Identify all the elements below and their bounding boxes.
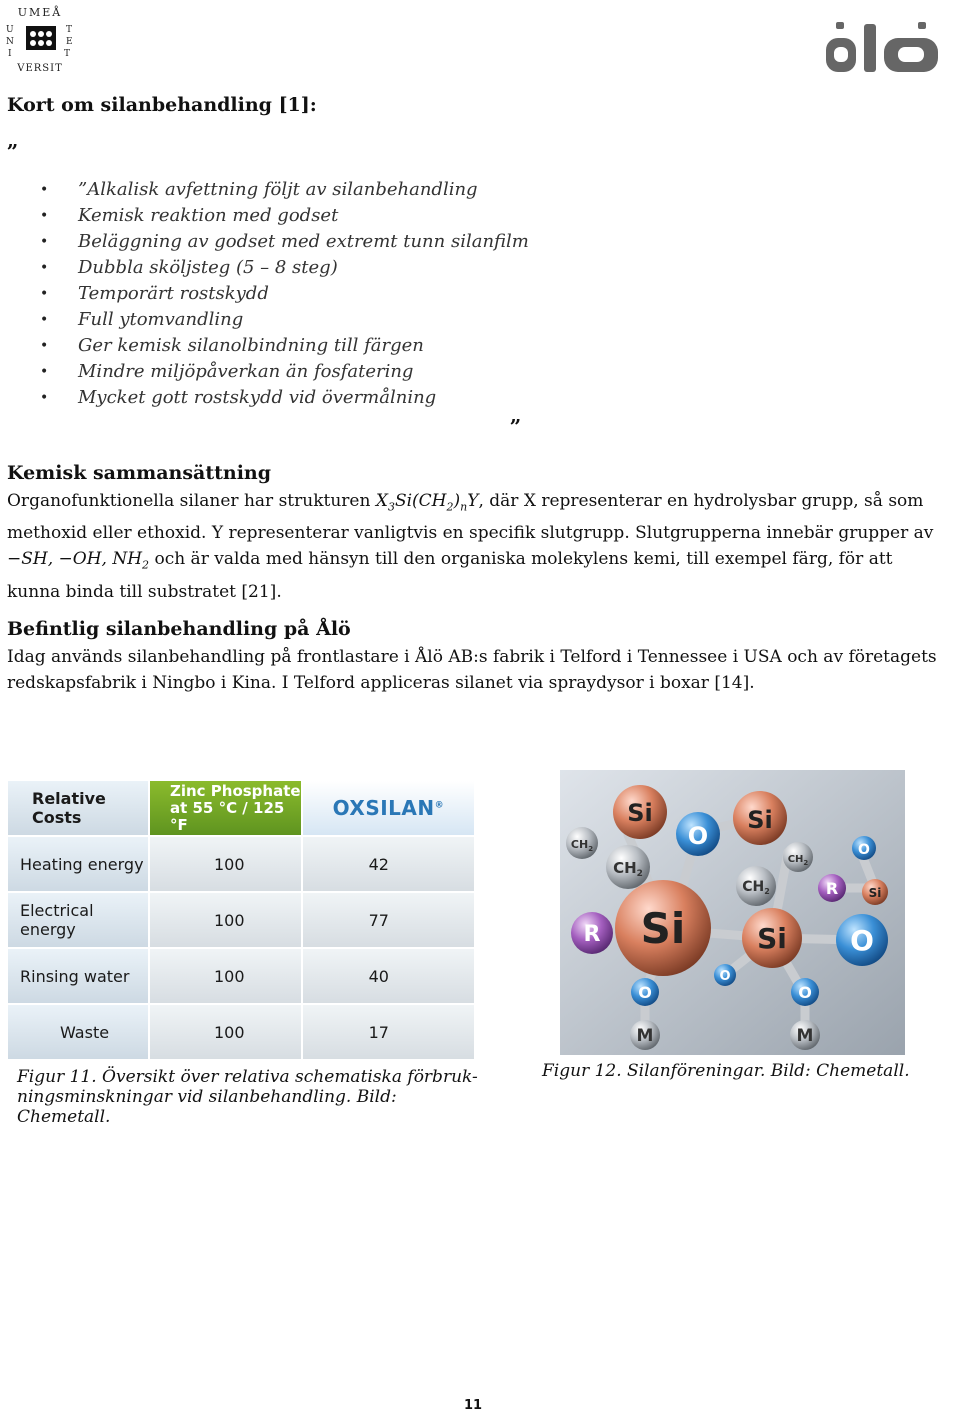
svg-text:UMEÅ: UMEÅ <box>17 6 63 19</box>
zinc-value: 100 <box>149 836 302 892</box>
list-item: • ”Alkalisk avfettning följt av silanbehandling <box>40 177 529 203</box>
molecule-label-m: M <box>796 1026 814 1046</box>
molecule-label-o: O <box>638 983 652 1002</box>
section-title-befintlig-silanbehandling: Befintlig silanbehandling på Ålö <box>7 618 351 640</box>
relative-costs-table <box>6 779 476 1061</box>
bullet-icon: • <box>40 364 49 380</box>
zinc-value: 100 <box>149 948 302 1004</box>
section-title-kemisk-sammansattning: Kemisk sammansättning <box>7 462 272 484</box>
molecule-label-si: Si <box>757 922 787 955</box>
molecule-label-o: O <box>858 842 870 858</box>
section-title-silanbehandling: Kort om silanbehandling [1]: <box>7 94 317 116</box>
paragraph-befintlig-silanbehandling: Idag används silanbehandling på frontlastare i Ålö AB:s fabrik i Telford i Tennessee i USA och av företagets redskapsfabrik i Ningbo i Kina. I Telford appliceras silanet via spraydysor i boxar [14]. <box>7 647 937 693</box>
molecule-label-o: O <box>798 983 812 1002</box>
list-item: • Beläggning av godset med extremt tunn silanfilm <box>40 229 529 255</box>
bullet-icon: • <box>40 182 49 198</box>
list-item: • Kemisk reaktion med godset <box>40 203 529 229</box>
bullet-list <box>40 177 529 411</box>
molecule-label-ch2: $CH_2$ <box>570 838 594 853</box>
formula-end-groups: −SH, −OH, $NH_2$ <box>7 549 150 572</box>
table-header-row <box>7 780 475 836</box>
molecule-label-si: Si <box>627 799 653 827</box>
molecule-label-r: R <box>583 922 601 947</box>
svg-text:U: U <box>6 25 14 35</box>
list-item: • Ger kemisk silanolbindning till färgen <box>40 333 529 359</box>
table-row <box>7 1004 475 1060</box>
umea-university-logo <box>2 2 78 74</box>
svg-text:N: N <box>6 37 14 47</box>
molecule-label-si: Si <box>747 806 773 834</box>
figure-11-caption: Figur 11. Översikt över relativa schematiska förbruk- ningsminskningar vid silanbehandling. Bild: Chemetall. <box>17 1067 478 1127</box>
header-oxsilan: OXSILAN® <box>302 780 475 836</box>
table-row <box>7 836 475 892</box>
oxsilan-value: 40 <box>302 948 475 1004</box>
opening-quote-mark: „ <box>7 128 19 152</box>
row-label: Electrical energy <box>7 892 149 948</box>
bullet-icon: • <box>40 338 49 354</box>
bullet-icon: • <box>40 234 49 250</box>
bullet-icon: • <box>40 286 49 302</box>
svg-text:I: I <box>8 49 12 59</box>
alo-logo <box>824 20 942 74</box>
molecule-label-m: M <box>636 1026 654 1046</box>
oxsilan-value: 77 <box>302 892 475 948</box>
svg-text:VERSIT: VERSIT <box>17 63 63 74</box>
list-item: • Mindre miljöpåverkan än fosfatering <box>40 359 529 385</box>
silane-molecule-illustration <box>560 770 944 1090</box>
page-number: 11 <box>464 1398 483 1413</box>
bullet-icon: • <box>40 260 49 276</box>
svg-text:T: T <box>66 25 73 35</box>
list-item: • Temporärt rostskydd <box>40 281 529 307</box>
formula-silane-structure: $X_3Si(CH_2)_nY$ <box>375 491 479 514</box>
registered-mark: ® <box>434 800 445 811</box>
table-row <box>7 948 475 1004</box>
header-zinc-phosphate: Zinc Phosphate at 55 °C / 125 °F <box>149 780 302 836</box>
molecule-label-ch2: $CH_2$ <box>742 879 770 896</box>
svg-text:E: E <box>66 37 73 47</box>
molecule-label-o: O <box>719 969 731 984</box>
molecule-label-ch2: $CH_2$ <box>787 854 809 867</box>
closing-quote-mark: „ <box>510 403 522 427</box>
list-item: • Full ytomvandling <box>40 307 529 333</box>
figure-12-caption: Figur 12. Silanföreningar. Bild: Chemetall. <box>542 1061 910 1081</box>
row-label: Heating energy <box>7 836 149 892</box>
oxsilan-value: 42 <box>302 836 475 892</box>
table-row <box>7 892 475 948</box>
molecule-label-ch2: $CH_2$ <box>613 859 643 879</box>
paragraph-kemisk-sammansattning: Organofunktionella silaner har strukturen $X_3Si(CH_2)_nY$, där X representerar en hydrolysbar grupp, så som methoxid eller ethoxid. Y representerar vanligtvis en specifik slutgrupp. Slutgrupperna innebär grupper av −SH, −OH, $NH_2$ och är valda med hänsyn till den organiska molekylens kemi, till exempel färg, för att kunna binda till substratet [21]. <box>7 491 934 602</box>
list-item: • Mycket gott rostskydd vid övermålning <box>40 385 529 411</box>
row-label: Waste <box>7 1004 149 1060</box>
list-item: • Dubbla sköljsteg (5 – 8 steg) <box>40 255 529 281</box>
zinc-value: 100 <box>149 1004 302 1060</box>
molecule-label-o: O <box>687 822 709 850</box>
bullet-icon: • <box>40 208 49 224</box>
molecule-label-si: Si <box>640 904 686 953</box>
zinc-value: 100 <box>149 892 302 948</box>
svg-text:T: T <box>64 49 71 59</box>
molecule-label-r: R <box>825 879 839 898</box>
molecule-label-o: O <box>850 924 874 957</box>
molecule-label-si: Si <box>868 886 882 900</box>
row-label: Rinsing water <box>7 948 149 1004</box>
bullet-icon: • <box>40 312 49 328</box>
bullet-icon: • <box>40 390 49 406</box>
oxsilan-value: 17 <box>302 1004 475 1060</box>
header-relative-costs: Relative Costs <box>7 780 149 836</box>
